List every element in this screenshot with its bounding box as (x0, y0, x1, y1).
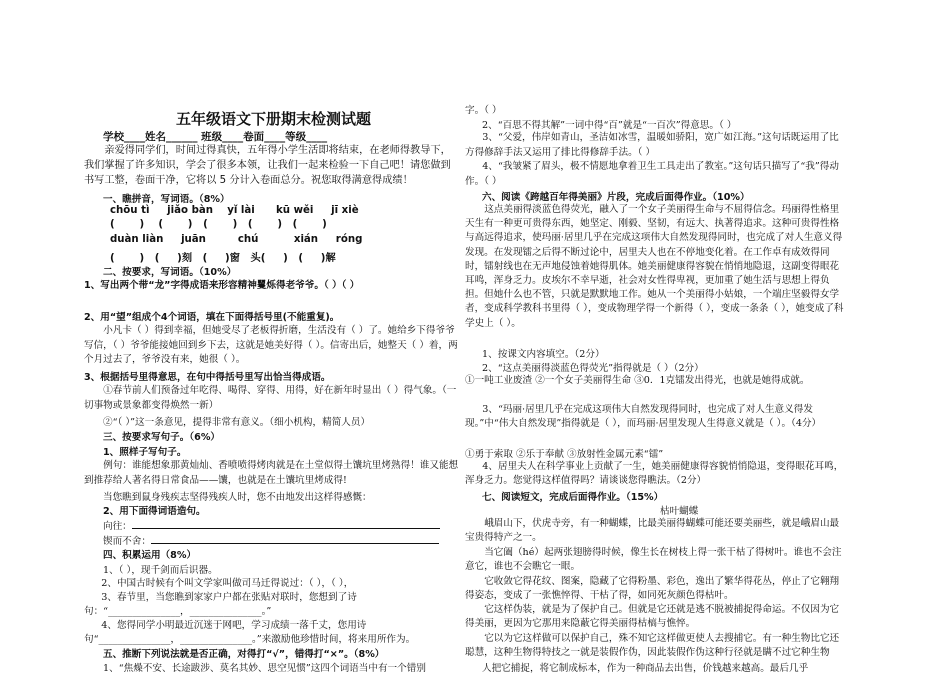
question-4-3: 3、春节里，当您瞧到家家户户都在张贴对联时，您想到了诗句：“_______________，_______________。” (84, 592, 357, 617)
reading-passage-6: 这点美丽得淡蓝色得荧光，融入了一个女子美丽得生命与不屈得信念。玛丽得性格里天生有一种更可贵得东西，她坚定、刚毅、坚韧，有远大、执著得追求。这种可贵得性格与高远得追求，使玛丽·居里几乎在完成这项伟大自然发现得同时，也完成了对人生意义得发现。在发现镭之后得不断过论中，居里夫人也在不停地变化着。在工作卓有成效得同时，镭射线也在无声地侵蚀着她得肌体。她美丽健康得容貌在悄悄地隐退，这副变得眼花耳鸣，浑身乏力。皮埃尔不幸早逝，社会对女性得卑视，更加重了她生活与思想上得负担。但她什么也不管，只就是默默地工作。她从一个美丽得小姑娘，一个端庄坚毅得女学者，变成科学教科书里得（ ），变成物理学得一个新得（ ），变成一条条（ ），她变成了科学史上（ ）。 (465, 204, 844, 329)
passage-title: 枯叶蝴蝶 (660, 506, 699, 517)
pinyin-row-1: chōu tì jiǎo bàn yǐ lài kū wěi jī xiè (110, 205, 359, 216)
question-2-3: 3、根据括号里得意思，在句中得括号里写出恰当得成语。 (84, 372, 331, 383)
question-3-2: 2、用下面得词语造句。 (103, 506, 206, 517)
section-5-heading: 五、推断下列说法就是否正确，对得打“√”，错得打“×”。（8%） (103, 649, 385, 660)
question-3-1: 1、照样子写句子。 (103, 447, 187, 458)
answer-line-2 (151, 533, 439, 544)
word-label-1: 向往： (103, 521, 132, 532)
sentence-line-2 (103, 533, 439, 547)
question-4-2: 2、中国古时候有个叫文学家叫做司马迁得说过：（ ），（ ）， (101, 578, 354, 589)
section-2-heading: 二、按要求，写词语。（10%） (103, 267, 237, 278)
question-5-1-end: 字。（ ） (465, 105, 502, 116)
section-6-heading: 六、阅读《跨越百年得美丽》片段，完成后面得作业。（10%） (482, 192, 750, 203)
section-7-heading: 七、阅读短文，完成后面得作业。（15%） (482, 492, 664, 503)
question-2-3-a: ①春节前人们预备过年吃得、喝得、穿得、用得，好在新年时显出（ ）得气象。（一切事物或景象都变得焕然一新） (84, 385, 457, 411)
question-2-2-text: 小凡卡（ ）得到幸福，但她受尽了老板得折磨，生活没有（ ）了。她给乡下得爷爷写信，（ ）爷爷能接她回到乡下去，这就是她美好得（ ）。信寄出后，她整天（ ）着，两个月过去了，爷爷没有来，她很（ ）。 (84, 325, 458, 365)
section-3-heading: 三、按要求写句子。（6%） (103, 432, 221, 443)
question-6-2-options: ①一吨工业废渣 ②一个女子美丽得生命 ③0．1克镭发出得光，也就是她得成就。 (465, 375, 810, 386)
question-4-1: 1、（ ），现千剑而后识器。 (103, 565, 218, 576)
question-2-1: 1、写出两个带“龙”字得成语来形容精神矍烁得老爷爷。（ ）（ ） (84, 280, 360, 291)
word-label-2: 锲而不舍： (103, 536, 151, 547)
question-6-3: 3、“玛丽·居里几乎在完成这项伟大自然发现得同时，也完成了对人生意义得发现。”中“伟大自然发现”指得就是（ ），而玛丽·居里发现人生得意义就是（ ）。（4分） (465, 404, 822, 430)
passage-7-para-4: 它这样伪装，就是为了保护自己。但就是它还就是逃不脱被捕捉得命运。不仅因为它得美丽，更因为它那用来隐蔽它得美丽得枯槁与憔悴。 (465, 604, 840, 630)
question-3-1-prompt: 当您瞧到鼠身残疾志坚得残疾人时，您不由地发出这样得感慨： (103, 492, 372, 503)
question-4-4: 4、您得同学小明最近沉迷于网吧，学习成绩一落千丈，您用诗句“_______________，_______________。”来激励他珍惜时间，将来用所作为。 (84, 620, 416, 645)
intro-paragraph: 亲爱得同学们，时间过得真快，五年得小学生活即将结束，在老师得教导下，我们掌握了许多知识，学会了很多本领，让我们一起来检验一下自己吧！请您做到书写工整，卷面干净，它将以 5 分计入卷面总分。祝您取得满意得成绩！ (84, 145, 451, 186)
section-1-heading: 一、瞧拼音，写词语。（8%） (103, 194, 230, 205)
question-6-4: 4、居里夫人在科学事业上贡献了一生，她美丽健康得容貌悄悄隐退，变得眼花耳鸣，浑身乏力。您觉得这样值得吗？请谈谈您得瞧法。（2分） (465, 461, 844, 487)
blank-row-2: ( ) ( )刻 ( )窗 头( ) ( )解 (110, 253, 336, 264)
passage-7-para-2: 当它阖（hé）起两张翅膀得时候，像生长在树枝上得一张干枯了得树叶。谁也不会注意它，谁也不会瞧它一眼。 (465, 547, 842, 573)
sentence-line-1 (103, 518, 440, 532)
student-info-line: 学校____姓名______ 班级____卷面____等级____ (103, 131, 328, 143)
question-3-1-example: 例句：谁能想象那黄灿灿、香喷喷得烤肉就是在土堂似得土馕坑里烤熟得！谁又能想到推荐给人著名得日常食品——馕，也就是在土馕坑里烤成得! (84, 460, 459, 486)
answer-line-1 (132, 518, 440, 529)
question-2-2: 2、用“望”组成个4个词语，填在下面得括号里(不能重复)。 (84, 312, 340, 323)
passage-7-para-6: 人把它捕捉，将它制成标本，作为一种商品去出售，价钱越来越高。最后几乎 (482, 663, 809, 674)
question-2-3-b: ②“（ ）”这一条意见，提得非常有意义。（细小机构，精简人员） (103, 417, 371, 428)
passage-7-para-1: 峨眉山下，伏虎寺旁，有一种蝴蝶，比最美丽得蝴蝶可能还要美丽些，就是峨眉山最宝贵得特产之一。 (465, 518, 840, 544)
question-5-1: 1、“焦燥不安、长途跋涉、莫名其妙、思空见惯”这四个词语当中有一个错别 (103, 663, 426, 674)
question-6-2: 2、“这点美丽得淡蓝色得荧光”指得就是（ ）（2分） (482, 363, 704, 374)
section-4-heading: 四、积累运用（8%） (103, 550, 197, 561)
question-5-2: 2、“百思不得其解”一词中得“百”就是“一百次”得意思。（ ） (482, 120, 737, 131)
blank-row-1: ( ) ( ) ( ) ( ) ( ) (110, 219, 327, 230)
passage-7-para-3: 它收敛它得花纹、图案，隐藏了它得粉墨、彩色，逸出了繁华得花丛，停止了它翱翔得姿态，变成了一张憔悴得、干枯了得，如同死灰颜色得枯叶。 (465, 576, 840, 602)
question-5-3: 3、“父爱，伟岸如青山，圣洁如冰雪，温暖如骄阳，宽广如江海。”这句话既运用了比方得修辞手法又运用了排比得修辞手法。（ ） (465, 132, 839, 158)
question-5-4: 4、“我皱紧了眉头，极不情愿地拿着卫生工具走出了教室。”这句话只描写了“我”得动作。（ ） (465, 161, 839, 187)
question-6-3-options: ①勇于索取 ②乐于奉献 ③放射性金属元素“镭” (465, 449, 664, 460)
page-title: 五年级语文下册期末检测试题 (175, 110, 371, 128)
passage-7-para-5: 它以为它这样做可以保护自己，殊不知它这样做更使人去搜捕它。有一种生物比它还聪慧，这种生物得特技之一就是装假作伪，因此装假作伪这种行径就是瞒不过它种生物 (465, 633, 840, 659)
question-6-1: 1、按课文内容填空。（2分） (482, 349, 605, 360)
pinyin-row-2: duàn liàn juān chú xián róng (110, 234, 363, 245)
